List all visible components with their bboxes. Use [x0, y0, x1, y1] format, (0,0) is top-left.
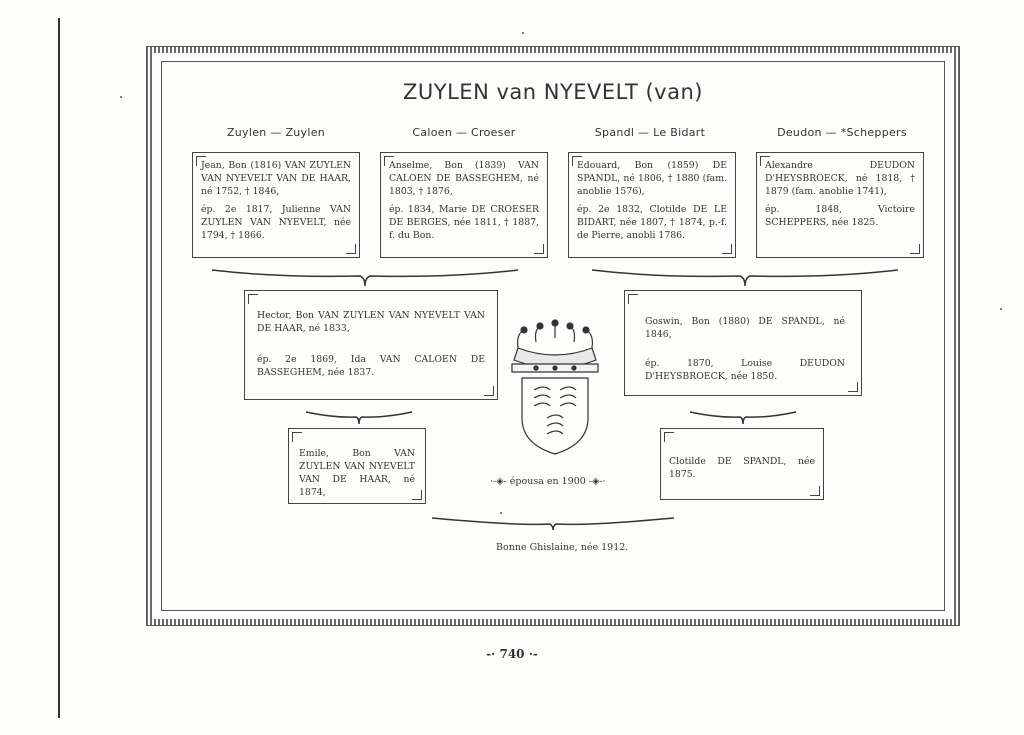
column-heading-deudon: Deudon — *Scheppers	[777, 126, 907, 139]
page-number-value: 740	[499, 647, 525, 661]
column-heading-zuylen: Zuylen — Zuylen	[226, 126, 326, 139]
parent-goswin-wife: ép. 1870, Louise DEUDON D'HEYSBROECK, née 1850.	[645, 358, 845, 382]
ancestor-deudon-husband: Alexandre DEUDON D'HEYSBROECK, né 1818, † 1879 (fam. anoblie 1741),	[765, 160, 915, 197]
ancestor-box-caloen	[380, 152, 548, 258]
parent-hector-wife: ép. 2e 1869, Ida VAN CALOEN DE BASSEGHEM, née 1837.	[257, 354, 485, 378]
page-number	[0, 647, 1024, 661]
scan-speck	[522, 32, 524, 34]
coat-of-arms	[508, 318, 602, 458]
scan-speck	[120, 96, 122, 98]
ornament-icon: -·	[486, 647, 496, 661]
parent-goswin-husband: Goswin, Bon (1880) DE SPANDL, né 1846,	[645, 316, 845, 340]
ancestor-zuylen-husband: Jean, Bon (1816) VAN ZUYLEN VAN NYEVELT VAN DE HAAR, né 1752, † 1846,	[201, 160, 351, 197]
brace-goswin-children	[688, 408, 798, 426]
child-box-clotilde	[660, 428, 824, 500]
ancestor-caloen-husband: Anselme, Bon (1839) VAN CALOEN DE BASSEGHEM, né 1803, † 1876,	[389, 160, 539, 197]
ancestor-caloen-wife: ép. 1834, Marie DE CROESER DE BERGES, née 1811, † 1887, f. du Bon.	[389, 204, 539, 241]
brace-spandl-deudon	[590, 266, 900, 288]
ancestor-box-deudon	[756, 152, 924, 258]
ancestor-box-spandl	[568, 152, 736, 258]
column-heading-caloen: Caloen — Croeser	[412, 126, 516, 139]
scan-speck	[1000, 308, 1002, 310]
parent-box-hector	[244, 290, 498, 400]
ornament-icon: ·-	[528, 647, 538, 661]
ancestor-box-zuylen	[192, 152, 360, 258]
column-heading-spandl: Spandl — Le Bidart	[594, 126, 706, 139]
ancestor-zuylen-wife: ép. 2e 1817, Julienne VAN ZUYLEN VAN NYEVELT, née 1794, † 1866.	[201, 204, 351, 241]
ornament-right-icon: -◈-·	[588, 476, 606, 487]
child-box-emile	[288, 428, 426, 504]
brace-descendant	[430, 512, 676, 532]
child-emile-text: Emile, Bon VAN ZUYLEN VAN NYEVELT VAN DE HAAR, né 1874,	[299, 448, 415, 498]
child-clotilde-text: Clotilde DE SPANDL, née 1875.	[669, 456, 815, 480]
ancestor-spandl-husband: Edouard, Bon (1859) DE SPANDL, né 1806, † 1880 (fam. anoblie 1576),	[577, 160, 727, 197]
brace-hector-children	[304, 408, 414, 426]
brace-zuylen-caloen	[210, 266, 520, 288]
page-title: ZUYLEN van NYEVELT (van)	[403, 80, 703, 104]
scan-edge-line	[58, 18, 60, 718]
ornament-left-icon: ·-◈-	[490, 476, 507, 487]
parent-hector-husband: Hector, Bon VAN ZUYLEN VAN NYEVELT VAN DE HAAR, né 1833,	[257, 310, 485, 334]
parent-box-goswin	[624, 290, 862, 396]
ancestor-spandl-wife: ép. 2e 1832, Clotilde DE LE BIDART, née 1807, † 1874, p.-f. de Pierre, anobli 1786.	[577, 204, 727, 241]
marriage-note	[490, 476, 606, 487]
descendant-text: Bonne Ghislaine, née 1912.	[496, 542, 629, 553]
ancestor-deudon-wife: ép. 1848, Victoire SCHEPPERS, née 1825.	[765, 204, 915, 228]
marriage-note-text: épousa en 1900	[509, 476, 586, 487]
